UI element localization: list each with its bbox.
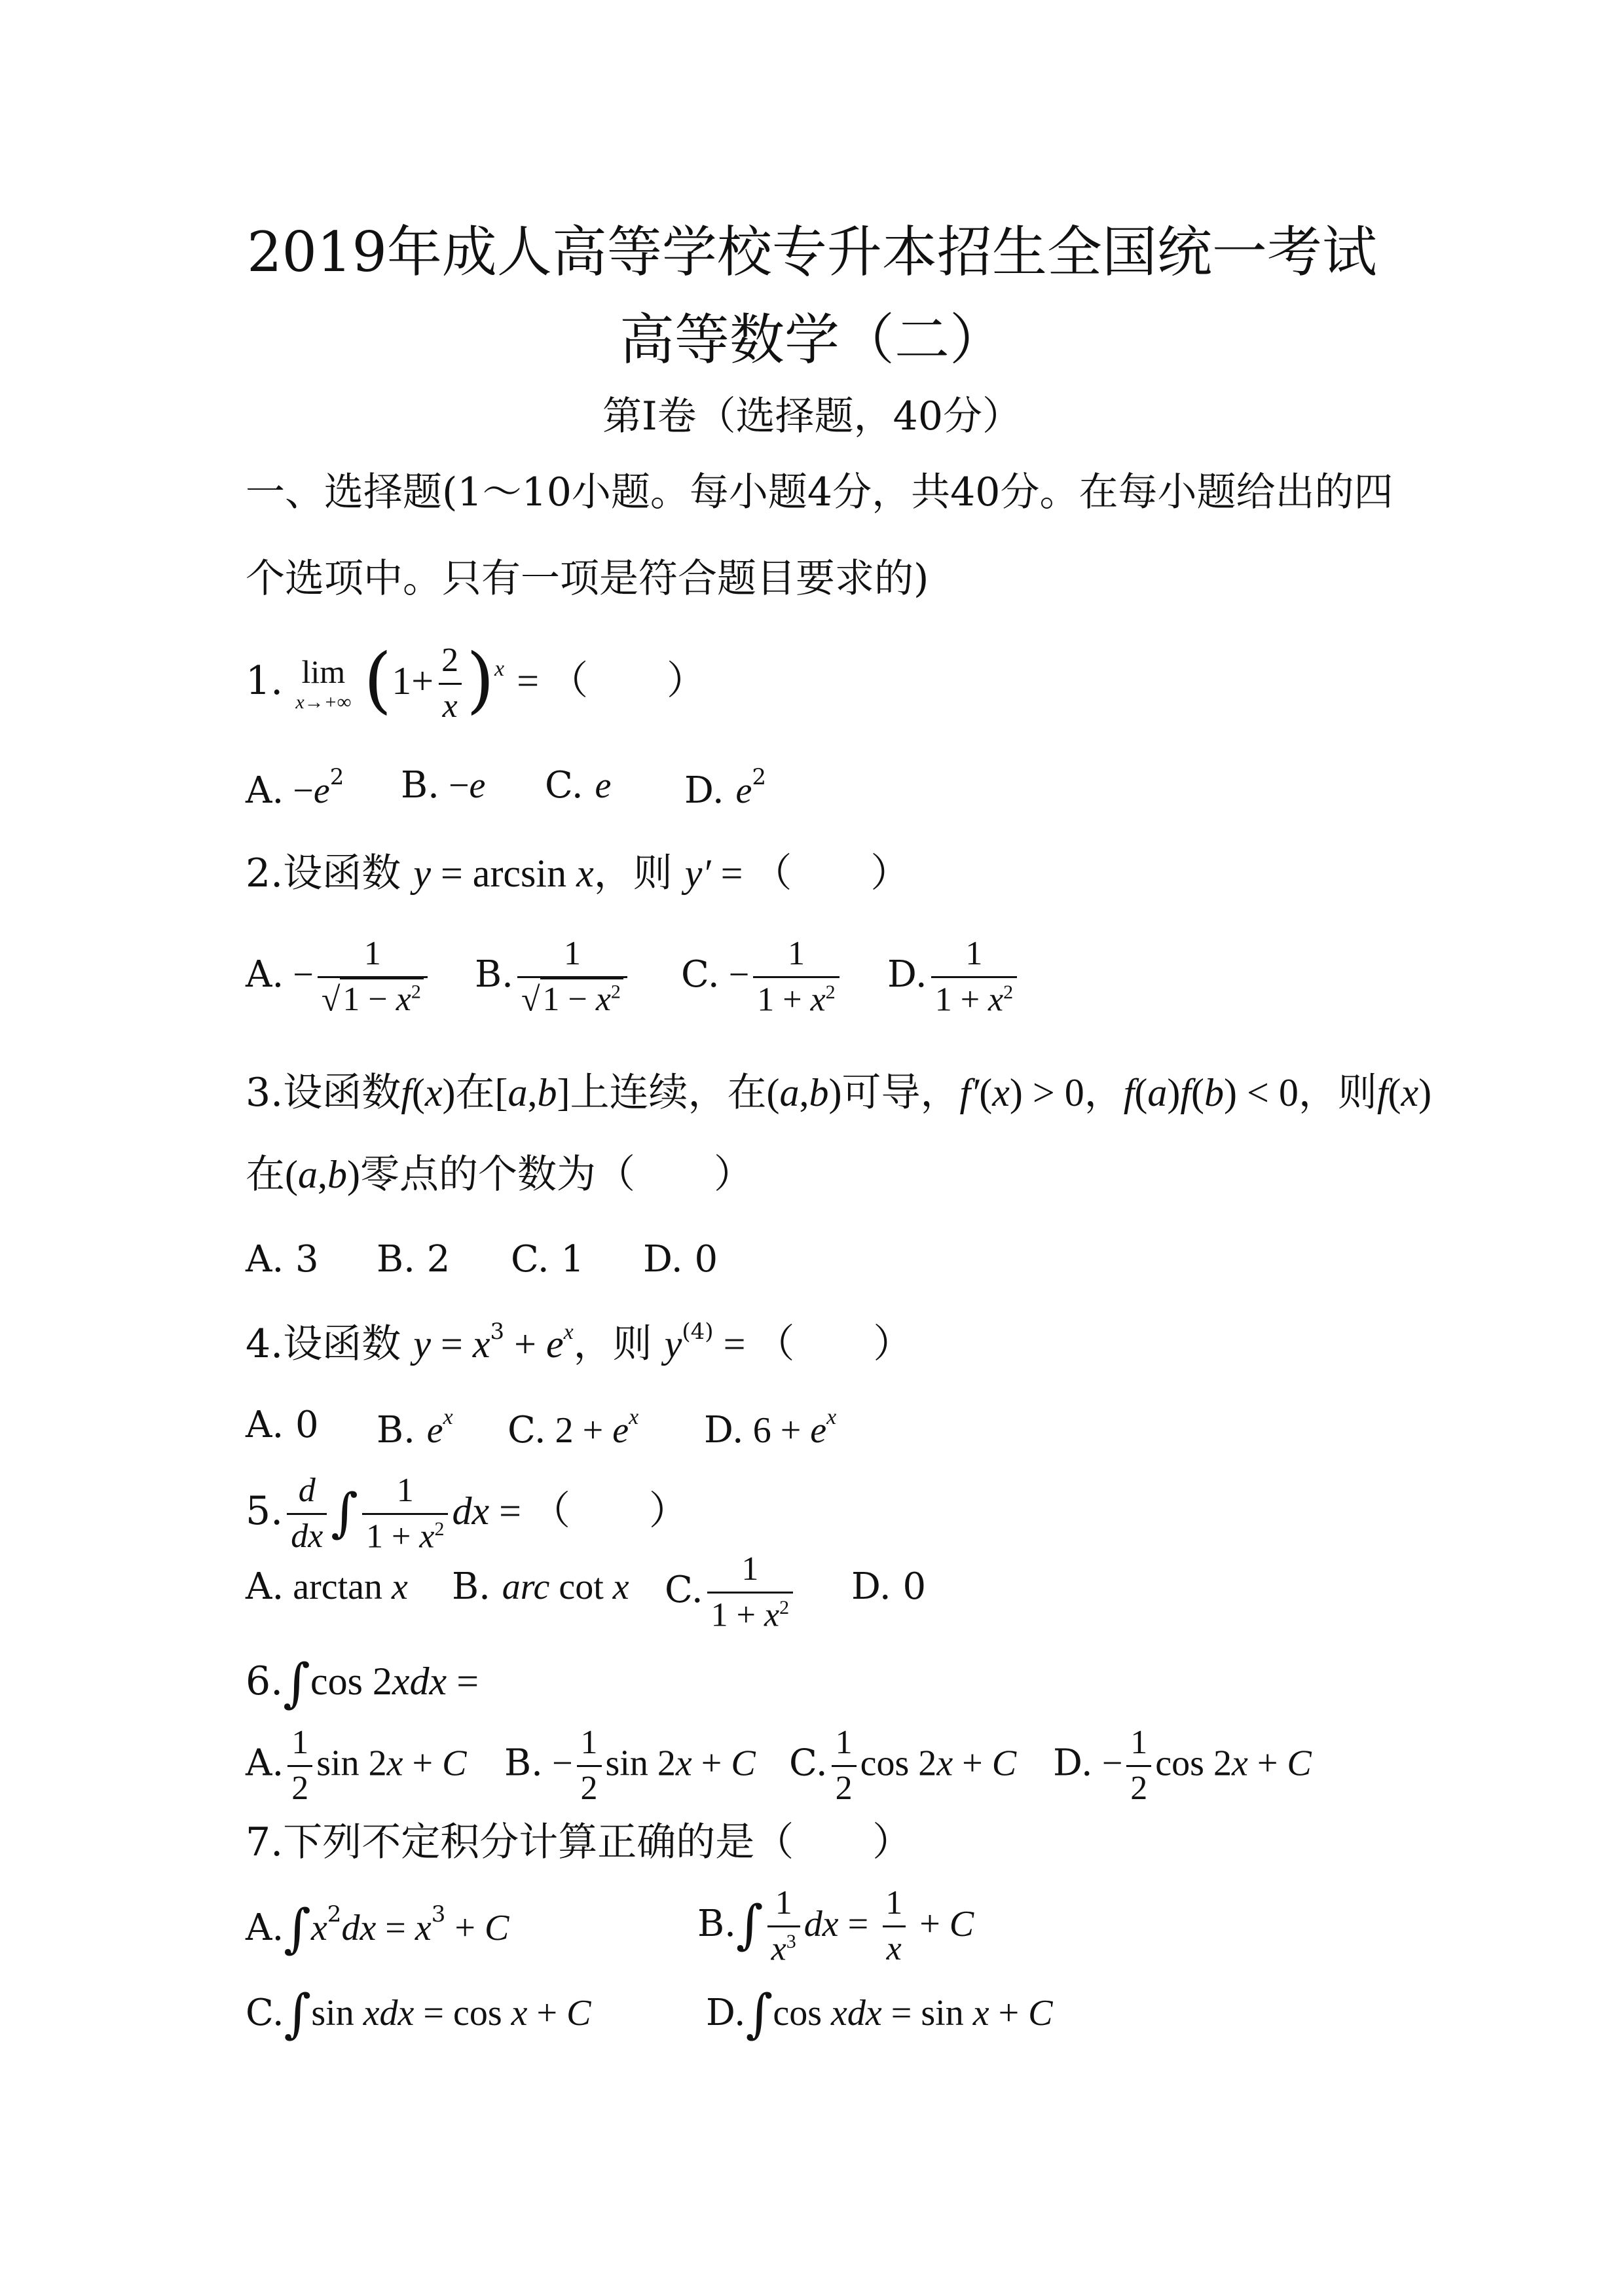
exam-title: 2019年成人高等学校专升本招生全国统一考试 — [247, 220, 1377, 284]
question-1: 1. lim x→+∞ (1+ $\frac{2}{x}$ )$^x$ = （ ） — [246, 638, 707, 725]
q7-option-a: $A.\int x^2dx = x^3 + C$ — [246, 1898, 509, 1959]
question-5: 5. $\frac{d}{dx}$ ∫ $\frac{1}{1 + x^2}$ dx = （ ） — [246, 1472, 688, 1555]
question-3-line-2: 在(a,b)零点的个数为（ ） — [246, 1152, 753, 1197]
q5-option-c: C. $\frac{1}{1 + x^2}$ — [665, 1552, 797, 1633]
exam-subject: 高等数学（二） — [619, 308, 1005, 372]
q2-option-c: C. − $\frac{1}{1 + x^2}$ — [681, 936, 843, 1018]
q7-option-d: D.∫cos xdx = sin x + C — [706, 1983, 1053, 2044]
q4-option-b: B. $e^x$ — [377, 1405, 453, 1451]
question-6: 6.∫cos 2xdx = — [246, 1652, 479, 1713]
q5-option-a: A. arctan x — [246, 1565, 408, 1608]
section-heading-line-2: 个选项中。只有一项是符合题目要求的) — [246, 556, 929, 602]
question-2: 2.设函数 y = arcsin x，则 y′ = （ ） — [246, 850, 910, 896]
q6-option-c: C. $\frac{1}{2}$ cos 2x + C — [789, 1724, 1017, 1807]
q7-option-b: B.∫ $\frac{1}{x^3}$ dx = $\frac{1}{x}$ + C — [697, 1884, 974, 1967]
question-3-line-1: 3.设函数f(x)在[a,b]上连续，在(a,b)可导，f′(x) > 0，f(a)f(b) < 0，则f(x) — [246, 1070, 1432, 1116]
q2-option-b: B. $\frac{1}{√1 - x^2}$ — [475, 936, 631, 1018]
q5-option-d: D. 0 — [851, 1565, 927, 1608]
q7-option-c: C.∫sin xdx = cos x + C — [246, 1983, 591, 2044]
q4-option-a: A. 0 — [246, 1404, 319, 1446]
q3-option-c: C. 1 — [511, 1238, 585, 1281]
q6-option-d: D. − $\frac{1}{2}$ cos 2x + C — [1053, 1724, 1312, 1807]
q2-option-a: A. − $\frac{1}{√1 - x^2}$ — [246, 936, 432, 1018]
q6-option-b: B. − $\frac{1}{2}$ sin 2x + C — [504, 1724, 756, 1807]
q1-option-a: A. $-e^2$ — [246, 764, 344, 812]
q1-option-d: D. $e^2$ — [684, 764, 767, 812]
question-7: 7.下列不定积分计算正确的是（ ） — [246, 1819, 912, 1865]
q4-option-c: C. $2 + e^x$ — [507, 1405, 639, 1451]
q3-option-a: A. 3 — [246, 1238, 319, 1281]
section-heading-line-1: 一、选择题(1～10小题。每小题4分，共40分。在每小题给出的四 — [246, 469, 1393, 515]
question-number: 1. — [246, 658, 284, 704]
q2-option-d: D. $\frac{1}{1 + x^2}$ — [887, 936, 1021, 1018]
q1-option-c: C. e — [545, 764, 612, 807]
q1-option-b: B. −e — [401, 764, 486, 807]
answer-blank: （ ） — [549, 658, 707, 704]
q3-option-b: B. 2 — [377, 1238, 451, 1281]
question-4: 4.设函数 $y = x^3 + e^x$，则 $y^{(4)}$ = （ ） — [246, 1319, 913, 1367]
exam-volume: 第Ⅰ卷（选择题，40分） — [602, 393, 1022, 439]
q5-option-b: B. arc cot x — [452, 1565, 629, 1608]
q3-option-d: D. 0 — [643, 1238, 718, 1281]
limit-operator: lim x→+∞ — [295, 653, 352, 713]
q4-option-d: D. $6 + e^x$ — [704, 1405, 837, 1451]
q6-option-a: A. $\frac{1}{2}$ sin 2x + C — [246, 1724, 467, 1807]
